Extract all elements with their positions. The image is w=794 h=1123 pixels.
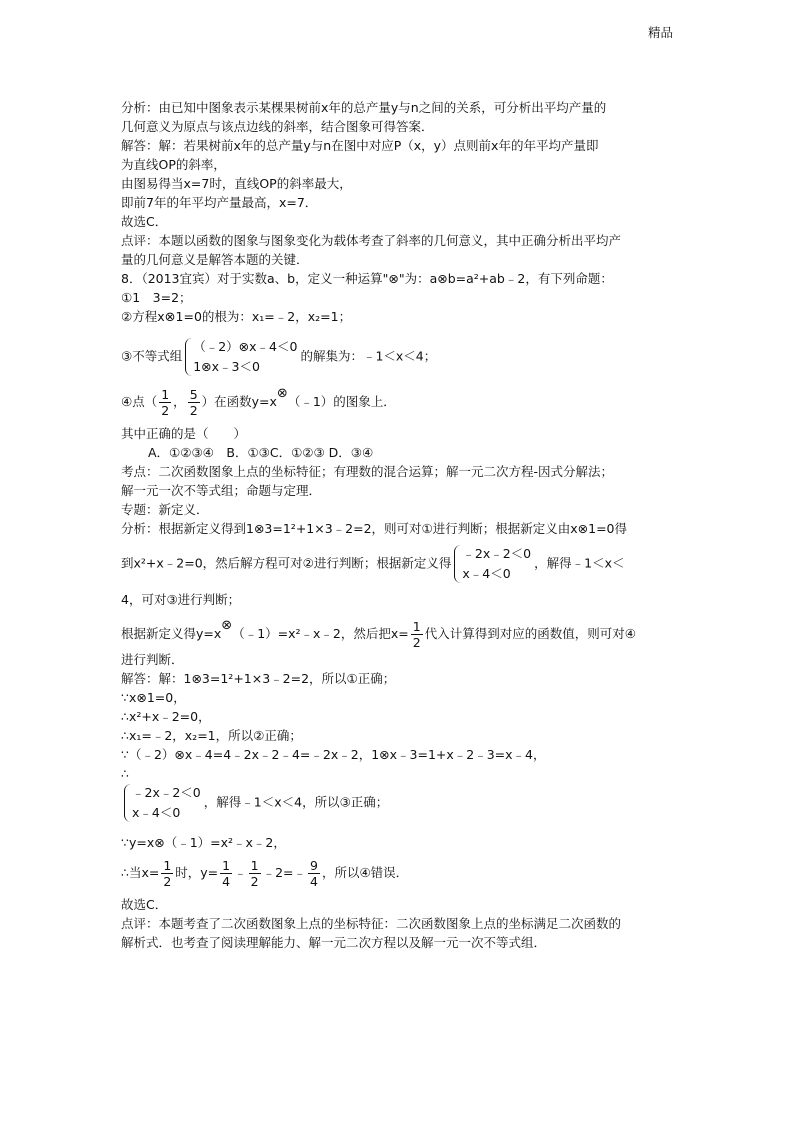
text-span: ②方程x [121,309,165,324]
text-line: 点评：本题考查了二次函数图象上点的坐标特征：二次函数图象上点的坐标满足二次函数的 [121,916,622,931]
text-line: 解一元一次不等式组；命题与定理． [121,483,322,498]
answer-options: A．①②③④ B．①③C．①②③ D．③④ [148,445,374,460]
numerator: 1 [412,619,421,634]
text-span: （﹣1）=x²﹣x﹣2，然后把x= [232,626,409,641]
claim-4 [121,387,681,418]
claim-2 [121,307,681,327]
text-line: ∴x²+x﹣2=0， [121,709,211,724]
denominator: 2 [189,403,198,418]
text-line: ∵（﹣2）⊗x﹣4=4﹣2x﹣2﹣4=﹣2x﹣2，1⊗x﹣3=1+x﹣2﹣3=x﹣4， [121,747,546,762]
system-row: x﹣4＜0 [132,805,181,820]
text-span: 到x²+x﹣2=0，然后解方程可对②进行判断；根据新定义得 [121,555,452,571]
text-span: 时，y= [175,865,219,880]
text-line: 为直线OP的斜率， [121,157,226,172]
text-span: ∴当x= [121,865,160,880]
text-line: 分析：根据新定义得到1⊗3=1²+1×3﹣2=2，则可对①进行判断；根据新定义由x⊗1=0得 [121,521,628,536]
numerator: 1 [161,387,170,402]
numerator: 1 [163,858,172,873]
text-span: ，解得﹣1＜x＜4，所以③正确； [203,794,389,810]
claim-1: ①1 3=2； [121,290,192,305]
otimes-operator: ⊗ [164,310,176,325]
system-row: x﹣4＜0 [462,566,511,581]
text-line: 即前7年的年平均产量最高，x=7． [121,195,318,210]
text-span: ﹣2=﹣ [262,865,307,880]
text-line: 解答：解：1⊗3=1²+1×3﹣2=2，所以①正确； [121,671,396,686]
page-header-label: 精品 [647,25,673,40]
system-row: ﹣2x﹣2＜0 [132,785,201,800]
text-span: ， [173,394,186,409]
denominator: 4 [310,874,318,889]
otimes-operator: ⊗ [221,618,233,633]
question-ask: 其中正确的是（ ） [121,426,247,441]
denominator: 2 [161,403,170,418]
text-line: 专题：新定义． [121,502,209,517]
text-span: （﹣1）的图象上． [287,394,396,409]
text-line: 进行判断． [121,652,184,667]
text-span: ﹣ [234,865,247,880]
solution-line [121,858,681,889]
inequality-system [124,783,201,823]
fraction [411,619,423,650]
inequality-system [454,544,531,584]
text-span: ④点（ [121,394,158,409]
text-line: 点评：本题以函数的图象与图象变化为载体考查了斜率的几何意义，其中正确分析出平均产 [121,233,622,248]
text-span: 代入计算得到对应的函数值，则可对④ [424,626,636,641]
text-line: 由图易得当x=7时，直线OP的斜率最大， [121,176,352,191]
text-line: ∴ [121,766,129,781]
text-line: 分析：由已知中图象表示某棵果树前x年的总产量y与n之间的关系，可分析出平均产量的 [121,100,607,115]
text-line: 故选C． [121,214,168,229]
solution-line [121,783,681,823]
fraction [220,858,232,889]
claim-3 [121,337,681,377]
text-line: ∴x₁=﹣2，x₂=1，所以②正确； [121,728,302,743]
text-span: 根据新定义得y=x [121,626,222,641]
otimes-operator: ⊗ [276,386,288,401]
analysis-line [121,544,681,584]
text-line: 4，可对③进行判断； [121,592,241,607]
text-line: ∵x⊗1=0， [121,690,186,705]
numerator: 1 [222,858,231,873]
numerator: 1 [250,858,259,873]
fraction [159,387,171,418]
text-span: 1=0的根为：x₁=﹣2，x₂=1； [175,309,352,324]
numerator: 5 [189,387,198,402]
numerator: 9 [310,858,318,873]
text-line: 考点：二次函数图象上点的坐标特征；有理数的混合运算；解一元二次方程-因式分解法； [121,464,614,479]
text-span: ）在函数y=x [201,394,277,409]
text-line: 解析式．也考查了阅读理解能力、解一元二次方程以及解一元一次不等式组． [121,935,547,950]
system-row: （﹣2）⊗x﹣4＜0 [193,339,298,354]
fraction [249,858,261,889]
text-line: 解答：解：若果树前x年的总产量y与n在图中对应P（x，y）点则前x年的年平均产量即 [121,138,599,153]
denominator: 2 [412,635,421,650]
analysis-line [121,619,681,650]
text-span: 的解集为：﹣1＜x＜4； [300,348,437,364]
text-span: ，解得﹣1＜x＜ [534,555,625,571]
denominator: 4 [222,874,231,889]
system-row: ﹣2x﹣2＜0 [462,546,532,561]
denominator: 2 [163,874,172,889]
fraction [308,858,320,889]
denominator: 2 [250,874,259,889]
text-line: 量的几何意义是解答本题的关键． [121,252,309,267]
text-line: 几何意义为原点与该点边线的斜率，结合图象可得答案． [121,119,434,134]
text-line: 故选C． [121,897,168,912]
text-span: ③不等式组 [121,348,183,364]
system-row: 1⊗x﹣3＜0 [193,359,260,374]
document-body [121,98,681,952]
text-span: ，所以④错误． [321,865,409,880]
text-line: ∵y=x⊗（﹣1）=x²﹣x﹣2， [121,835,286,850]
fraction [188,387,200,418]
inequality-system [185,337,297,377]
fraction [161,858,173,889]
question-stem: 8．（2013宜宾）对于实数a、b，定义一种运算"⊗"为：a⊗b=a²+ab﹣2，有下列命题： [121,271,613,286]
